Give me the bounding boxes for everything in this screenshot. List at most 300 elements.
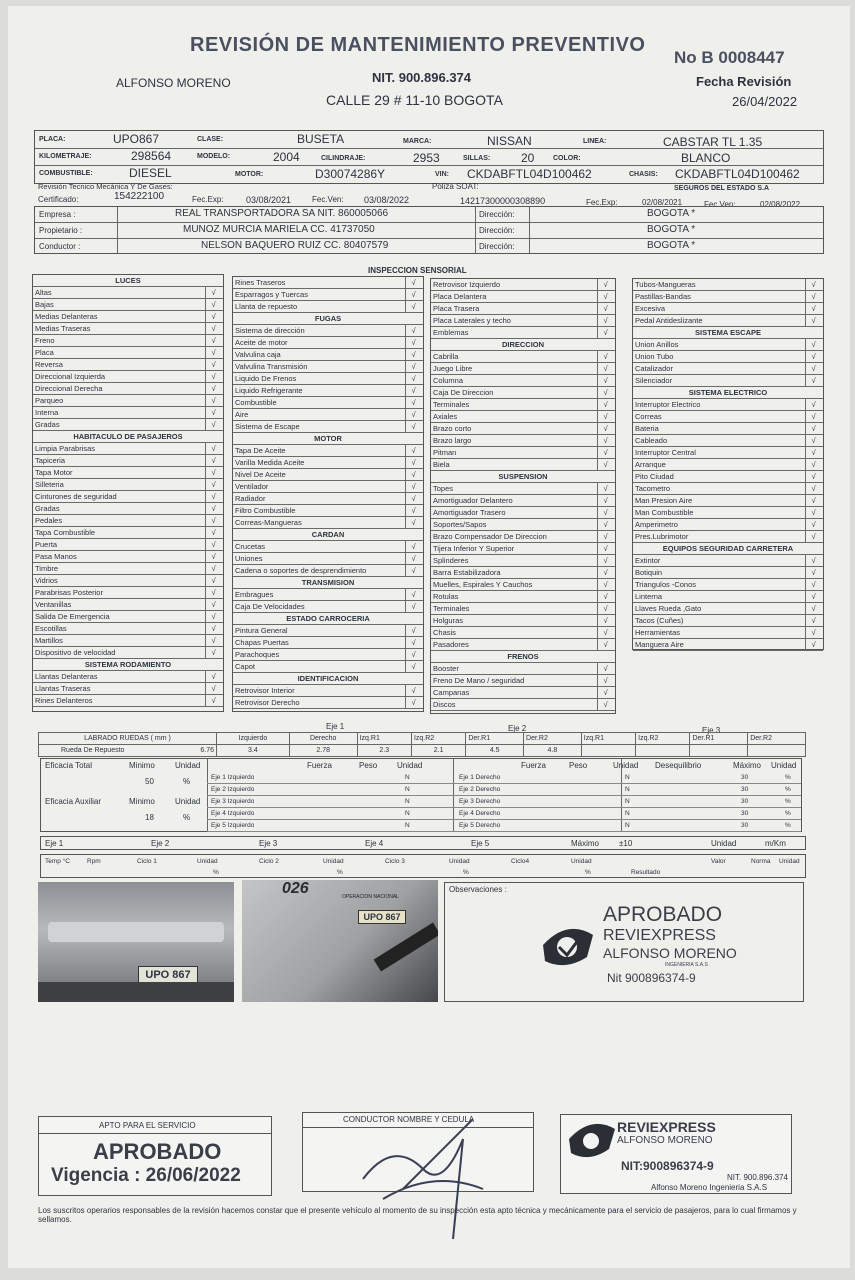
review-date: 26/04/2022	[732, 94, 798, 109]
inspection-item	[33, 407, 223, 419]
inspection-item	[633, 423, 823, 435]
wh-h8: Der.R1	[690, 733, 748, 745]
wh-h0: Izquierdo	[217, 733, 290, 745]
inspection-item	[431, 615, 615, 627]
checkmark-icon: √	[597, 519, 613, 531]
inspection-item	[33, 323, 223, 335]
checkmark-icon: √	[405, 625, 421, 637]
item-label: Limpia Parabrisas	[35, 444, 96, 453]
brake-max-unit: %	[785, 774, 791, 781]
inspection-item	[431, 327, 615, 339]
item-label: Medias Delanteras	[35, 312, 98, 321]
al-unit-l: Unidad	[711, 839, 737, 848]
brake-right-unit: N	[625, 774, 630, 781]
temp-header: Unidad	[779, 858, 800, 865]
inspection-item	[633, 483, 823, 495]
item-label: Escotillas	[35, 624, 67, 633]
checkmark-icon: √	[597, 699, 613, 711]
dir3-value: BOGOTA *	[647, 240, 696, 251]
clase-value: BUSETA	[297, 132, 345, 146]
placa-value: UPO867	[113, 132, 160, 146]
inspection-col-4	[632, 278, 824, 650]
inspection-item	[33, 455, 223, 467]
inspection-item	[431, 483, 615, 495]
wh-v4: 4.5	[466, 745, 524, 757]
checkmark-icon: √	[805, 567, 821, 579]
checkmark-icon: √	[597, 615, 613, 627]
item-label: Correas-Mangueras	[235, 518, 302, 527]
stamp1-sub: INGENIERIA S.A.S	[665, 962, 708, 968]
wh-h5: Der.R2	[524, 733, 582, 745]
inspection-item	[233, 469, 423, 481]
stamp2-ing: Alfonso Moreno Ingenieria S.A.S	[651, 1183, 768, 1192]
section-header: LUCES	[33, 275, 223, 287]
inspection-item	[33, 371, 223, 383]
item-label: Liquido Refrigerante	[235, 386, 303, 395]
item-label: Cadena o soportes de desprendimiento	[235, 566, 367, 575]
item-label: Retrovisor Derecho	[235, 698, 300, 707]
inspection-item	[431, 291, 615, 303]
inspection-item	[33, 575, 223, 587]
checkmark-icon: √	[597, 303, 613, 315]
inspection-item	[33, 335, 223, 347]
inspection-item	[431, 351, 615, 363]
item-label: Herramientas	[635, 628, 681, 637]
inspection-col-3	[430, 278, 616, 714]
temp-header: Unidad	[571, 858, 592, 865]
inspection-item	[233, 601, 423, 613]
item-label: Catalizador	[635, 364, 673, 373]
item-label: Barra Estabilizadora	[433, 568, 501, 577]
checkmark-icon: √	[597, 315, 613, 327]
inspection-item	[233, 649, 423, 661]
inspection-title: INSPECCION SENSORIAL	[368, 266, 467, 275]
checkmark-icon: √	[805, 615, 821, 627]
checkmark-icon: √	[205, 311, 221, 323]
inspection-item	[233, 553, 423, 565]
inspection-item	[33, 683, 223, 695]
checkmark-icon: √	[597, 603, 613, 615]
inspection-item	[431, 411, 615, 423]
item-label: Rotulas	[433, 592, 459, 601]
item-label: Placa Laterales y techo	[433, 316, 511, 325]
section-header: SISTEMA ESCAPE	[633, 327, 823, 339]
inspection-item	[33, 503, 223, 515]
apto-label: APTO PARA EL SERVICIO	[99, 1121, 196, 1130]
inspection-item	[33, 539, 223, 551]
item-label: Extintor	[635, 556, 661, 565]
inspection-item	[233, 361, 423, 373]
inspection-item	[633, 279, 823, 291]
item-label: Pasa Manos	[35, 552, 77, 561]
inspection-item	[431, 567, 615, 579]
inspection-item	[33, 359, 223, 371]
brake-right-unit: N	[625, 810, 630, 817]
checkmark-icon: √	[805, 579, 821, 591]
cond-value: NELSON BAQUERO RUIZ CC. 80407579	[201, 240, 389, 251]
checkmark-icon: √	[597, 435, 613, 447]
checkmark-icon: √	[405, 421, 421, 433]
item-label: Amortiguador Delantero	[433, 496, 513, 505]
inspection-item	[33, 599, 223, 611]
item-label: Campanas	[433, 688, 470, 697]
temp-table	[40, 854, 806, 878]
item-label: Chapas Puertas	[235, 638, 289, 647]
checkmark-icon: √	[205, 335, 221, 347]
inspection-item	[233, 337, 423, 349]
item-label: Llaves Rueda ,Gato	[635, 604, 702, 613]
item-label: Valvulina caja	[235, 350, 281, 359]
item-label: Terminales	[433, 400, 470, 409]
checkmark-icon: √	[405, 565, 421, 577]
checkmark-icon: √	[405, 553, 421, 565]
inspection-item	[233, 277, 423, 289]
unidad-l: Unidad	[397, 761, 423, 770]
inspection-item	[33, 347, 223, 359]
cert-ven: 03/08/2022	[364, 195, 410, 205]
item-label: Tapa Motor	[35, 468, 73, 477]
inspection-item	[33, 587, 223, 599]
unidad-max: Unidad	[771, 761, 797, 770]
stamp1-nit: Nit 900896374-9	[607, 971, 696, 985]
checkmark-icon: √	[405, 589, 421, 601]
checkmark-icon: √	[205, 443, 221, 455]
item-label: Rines Traseros	[235, 278, 286, 287]
wheels-title: LABRADO RUEDAS ( mm )	[39, 733, 217, 745]
stamp1-name: ALFONSO MORENO	[603, 945, 737, 961]
item-label: Cabrilla	[433, 352, 459, 361]
marca-label: MARCA:	[403, 138, 432, 145]
inspection-item	[33, 479, 223, 491]
inspection-item	[33, 551, 223, 563]
checkmark-icon: √	[405, 649, 421, 661]
inspection-item	[233, 421, 423, 433]
doc-title: REVISIÓN DE MANTENIMIENTO PREVENTIVO	[190, 34, 646, 56]
cert-exp-label: Fec.Exp:	[192, 195, 224, 204]
brake-right-unit: N	[625, 798, 630, 805]
checkmark-icon: √	[405, 601, 421, 613]
brake-left-unit: N	[405, 822, 410, 829]
temp-header: Temp °C	[45, 858, 70, 865]
inspection-item	[33, 515, 223, 527]
checkmark-icon: √	[405, 325, 421, 337]
doc-number: No B 0008447	[674, 48, 785, 67]
brake-left-unit: N	[405, 810, 410, 817]
vehicle-photo-rear	[242, 880, 438, 1002]
review-date-label: Fecha Revisión	[696, 74, 792, 89]
inspection-item	[33, 527, 223, 539]
checkmark-icon: √	[805, 363, 821, 375]
item-label: Axiales	[433, 412, 458, 421]
vehicle-photo-front	[38, 882, 234, 1002]
dir2-label: Dirección:	[479, 226, 515, 235]
checkmark-icon: √	[805, 459, 821, 471]
item-label: Amortiguador Trasero	[433, 508, 506, 517]
modelo-value: 2004	[273, 150, 300, 164]
checkmark-icon: √	[405, 385, 421, 397]
wh-v0: 3.4	[217, 745, 290, 757]
temp-result: Resultado	[631, 869, 661, 876]
company-stamp	[560, 1114, 792, 1194]
checkmark-icon: √	[805, 399, 821, 411]
temp-header: Ciclo4	[511, 858, 530, 865]
checkmark-icon: √	[805, 519, 821, 531]
checkmark-icon: √	[805, 279, 821, 291]
item-label: Union Tubo	[635, 352, 674, 361]
section-header: ESTADO CARROCERIA	[233, 613, 423, 625]
al-eje2: Eje 2	[151, 839, 170, 848]
al-eje1: Eje 1	[45, 839, 64, 848]
al-unit: m/Km	[765, 839, 786, 848]
item-label: Vidrios	[35, 576, 58, 585]
inspection-col-2	[232, 276, 424, 712]
vin-label: VIN:	[435, 171, 449, 178]
checkmark-icon: √	[597, 447, 613, 459]
ef-aux-unit-label: Unidad	[175, 797, 201, 806]
prop-label: Propietario :	[39, 226, 83, 235]
cond-label: Conductor :	[39, 242, 81, 251]
company-nit: NIT. 900.896.374	[372, 70, 472, 85]
item-label: Brazo largo	[433, 436, 472, 445]
item-label: Llanta de repuesto	[235, 302, 298, 311]
checkmark-icon: √	[805, 471, 821, 483]
checkmark-icon: √	[205, 299, 221, 311]
checkmark-icon: √	[205, 371, 221, 383]
inspection-item	[633, 315, 823, 327]
inspection-item	[431, 459, 615, 471]
al-max: ±10	[619, 839, 633, 848]
wh-v5: 4.8	[524, 745, 582, 757]
checkmark-icon: √	[205, 563, 221, 575]
inspection-item	[233, 589, 423, 601]
item-label: Arranque	[635, 460, 666, 469]
item-label: Placa Delantera	[433, 292, 487, 301]
cert-label: Certificado:	[38, 195, 79, 204]
section-header: SISTEMA ELECTRICO	[633, 387, 823, 399]
sillas-label: SILLAS:	[463, 155, 491, 162]
ef-min-label: Minimo	[129, 761, 155, 770]
item-label: Man Presion Aire	[635, 496, 693, 505]
checkmark-icon: √	[205, 647, 221, 659]
motor-value: D30074286Y	[315, 167, 386, 181]
inspection-item	[233, 457, 423, 469]
checkmark-icon: √	[597, 423, 613, 435]
wh-h2: Izq.R1	[357, 733, 411, 745]
item-label: Interna	[35, 408, 59, 417]
item-label: Holguras	[433, 616, 464, 625]
checkmark-icon: √	[805, 555, 821, 567]
inspection-item	[33, 311, 223, 323]
brake-right-axle: Eje 5 Derecho	[459, 822, 501, 829]
inspection-item	[233, 493, 423, 505]
section-header: DIRECCION	[431, 339, 615, 351]
item-label: Splinderes	[433, 556, 469, 565]
inspection-item	[233, 541, 423, 553]
km-label: KILOMETRAJE:	[39, 153, 92, 160]
item-label: Gradas	[35, 504, 60, 513]
sillas-value: 20	[521, 151, 535, 165]
inspection-item	[33, 491, 223, 503]
inspection-item	[633, 399, 823, 411]
checkmark-icon: √	[597, 351, 613, 363]
brake-max: 30	[741, 786, 749, 793]
checkmark-icon: √	[205, 383, 221, 395]
checkmark-icon: √	[805, 483, 821, 495]
inspection-item	[431, 399, 615, 411]
wh-h4: Der.R1	[466, 733, 524, 745]
brake-left-axle: Eje 5 Izquierdo	[211, 822, 255, 829]
checkmark-icon: √	[805, 303, 821, 315]
ef-unit-label: Unidad	[175, 761, 201, 770]
checkmark-icon: √	[405, 337, 421, 349]
item-label: Llantas Traseras	[35, 684, 91, 693]
item-label: Sistema de dirección	[235, 326, 305, 335]
checkmark-icon: √	[205, 323, 221, 335]
chasis-value: CKDABFTL04D100462	[675, 167, 800, 181]
comb-value: DIESEL	[129, 166, 172, 180]
soat-ven-label: Fec.Ven:	[704, 200, 736, 209]
checkmark-icon: √	[597, 567, 613, 579]
checkmark-icon: √	[405, 397, 421, 409]
checkmark-icon: √	[805, 339, 821, 351]
checkmark-icon: √	[405, 349, 421, 361]
checkmark-icon: √	[805, 315, 821, 327]
front-plate: UPO 867	[138, 966, 198, 984]
vin-value: CKDABFTL04D100462	[467, 167, 592, 181]
cert-value: 154222100	[114, 192, 165, 202]
wh-h6: Izq.R1	[581, 733, 635, 745]
temp-header: Ciclo 2	[259, 858, 279, 865]
checkmark-icon: √	[405, 661, 421, 673]
checkmark-icon: √	[597, 387, 613, 399]
km-value: 298564	[131, 149, 172, 163]
item-label: Emblemas	[433, 328, 469, 337]
item-label: Capot	[235, 662, 256, 671]
item-label: Pedales	[35, 516, 63, 525]
cil-value: 2953	[413, 151, 440, 165]
item-label: Bajas	[35, 300, 54, 309]
inspection-item	[431, 579, 615, 591]
item-label: Tapa Combustible	[35, 528, 96, 537]
owner-box	[34, 206, 824, 254]
temp-header: Ciclo 1	[137, 858, 157, 865]
item-label: Timbre	[35, 564, 59, 573]
brake-max: 30	[741, 822, 749, 829]
rtm-label: Revisión Tecnico Mecánica Y De Gases:	[38, 182, 173, 191]
inspection-item	[431, 699, 615, 711]
wh-h1: Derecho	[289, 733, 357, 745]
al-max-l: Máximo	[571, 839, 600, 848]
wh-h7: Izq.R2	[636, 733, 690, 745]
obs-label: Observaciones :	[449, 885, 507, 894]
item-label: Correas	[635, 412, 662, 421]
checkmark-icon: √	[597, 531, 613, 543]
checkmark-icon: √	[597, 363, 613, 375]
item-label: Salida De Emergencia	[35, 612, 110, 621]
section-header: SUSPENSION	[431, 471, 615, 483]
inspection-item	[33, 299, 223, 311]
item-label: Retrovisor Interior	[235, 686, 295, 695]
ef-total-label: Eficacia Total	[45, 761, 92, 770]
apto-status: APROBADO	[93, 1139, 222, 1164]
temp-header: Unidad	[449, 858, 470, 865]
linea-label: LINEA:	[583, 138, 607, 145]
dir2-value: BOGOTA *	[647, 224, 696, 235]
checkmark-icon: √	[597, 375, 613, 387]
stamp1-status: APROBADO	[603, 903, 723, 926]
checkmark-icon: √	[405, 277, 421, 289]
inspection-item	[633, 411, 823, 423]
checkmark-icon: √	[205, 287, 221, 299]
checkmark-icon: √	[405, 697, 421, 709]
inspection-item	[431, 627, 615, 639]
ef-total-pct: %	[183, 777, 191, 786]
section-header: SISTEMA RODAMIENTO	[33, 659, 223, 671]
stamp2-nit2: NIT. 900.896.374	[727, 1173, 788, 1182]
checkmark-icon: √	[405, 685, 421, 697]
inspection-item	[233, 301, 423, 313]
inspection-item	[431, 663, 615, 675]
ef-aux-label: Eficacia Auxiliar	[45, 797, 102, 806]
stamp1-brand: REVIEXPRESS	[603, 927, 716, 944]
empresa-label: Empresa :	[39, 210, 76, 219]
inspection-item	[633, 303, 823, 315]
inspection-item	[33, 647, 223, 659]
observations-box	[444, 882, 804, 1002]
inspection-item	[633, 531, 823, 543]
inspection-item	[431, 687, 615, 699]
soat-ven: 02/08/2022	[760, 200, 801, 209]
inspection-item	[431, 543, 615, 555]
prop-value: MUNOZ MURCIA MARIELA CC. 41737050	[183, 224, 375, 235]
item-label: Uniones	[235, 554, 263, 563]
clase-label: CLASE:	[197, 136, 224, 143]
company-name: ALFONSO MORENO	[116, 76, 231, 90]
inspection-item	[431, 387, 615, 399]
al-eje4: Eje 4	[365, 839, 384, 848]
color-value: BLANCO	[681, 151, 731, 165]
item-label: Triangulos -Conos	[635, 580, 696, 589]
fuerza-l: Fuerza	[307, 761, 332, 770]
inspection-item	[633, 351, 823, 363]
item-label: Parabrisas Posterior	[35, 588, 103, 597]
checkmark-icon: √	[405, 361, 421, 373]
item-label: Altas	[35, 288, 52, 297]
inspection-item	[431, 279, 615, 291]
item-label: Rines Delanteros	[35, 696, 93, 705]
wh-v1: 2.78	[289, 745, 357, 757]
dir1-value: BOGOTA *	[647, 208, 696, 219]
inspection-item	[431, 531, 615, 543]
checkmark-icon: √	[205, 683, 221, 695]
checkmark-icon: √	[597, 507, 613, 519]
inspection-item	[633, 591, 823, 603]
brake-left-axle: Eje 2 Izquierdo	[211, 786, 255, 793]
inspection-item	[633, 555, 823, 567]
checkmark-icon: √	[805, 507, 821, 519]
item-label: Freno	[35, 336, 55, 345]
inspection-item	[633, 291, 823, 303]
item-label: Soportes/Sapos	[433, 520, 487, 529]
inspection-item	[431, 375, 615, 387]
item-label: Pastillas-Bandas	[635, 292, 691, 301]
item-label: Aire	[235, 410, 249, 419]
checkmark-icon: √	[597, 675, 613, 687]
inspection-item	[233, 325, 423, 337]
checkmark-icon: √	[205, 491, 221, 503]
inspection-item	[633, 507, 823, 519]
inspection-item	[33, 419, 223, 431]
